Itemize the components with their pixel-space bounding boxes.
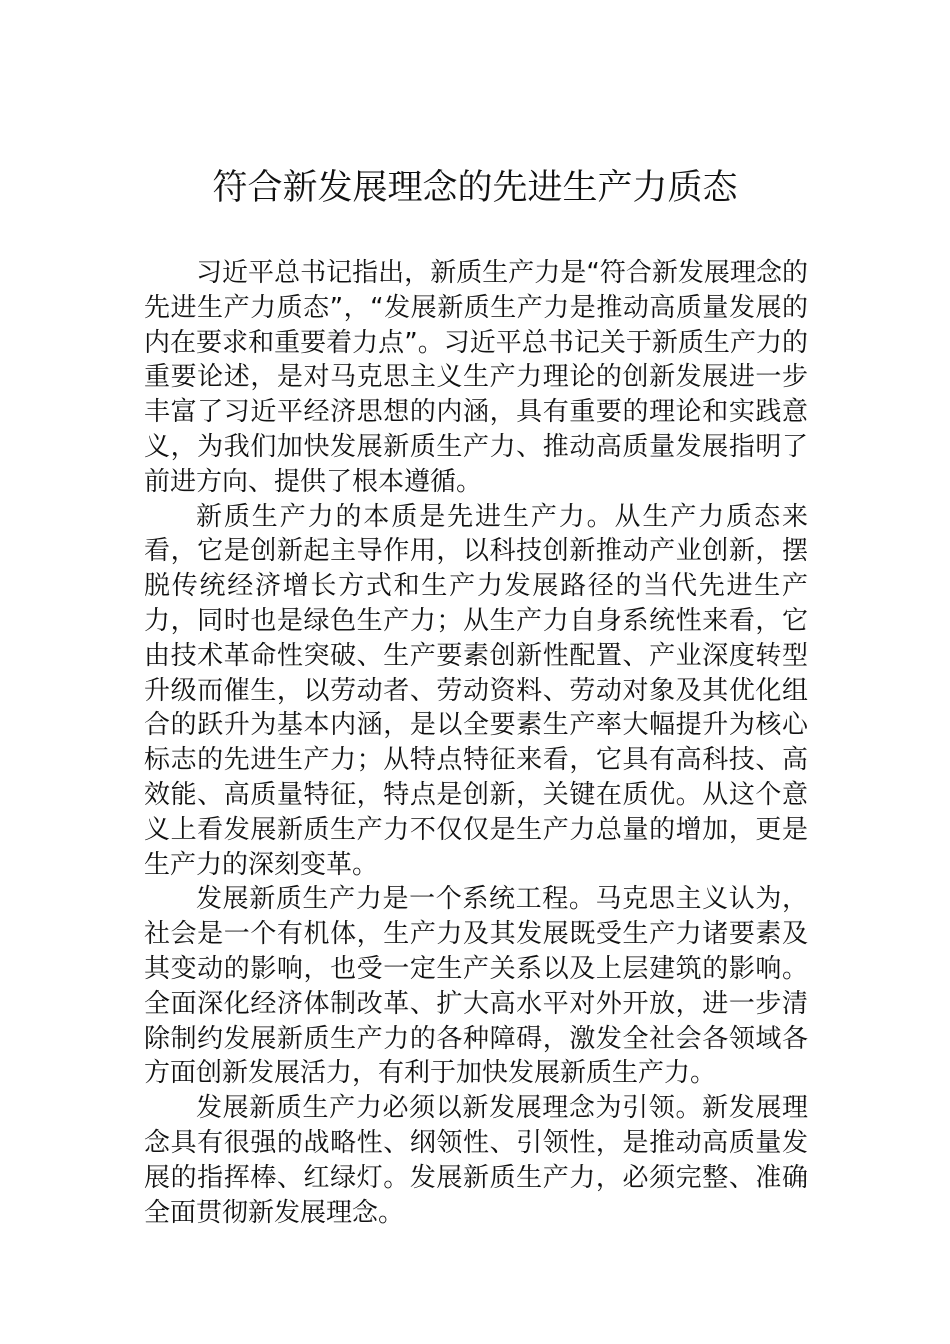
paragraph-4: 发展新质生产力必须以新发展理念为引领。新发展理念具有很强的战略性、纲领性、引领性，是推动高质量发展的指挥棒、红绿灯。发展新质生产力，必须完整、准确全面贯彻新发展理念。 bbox=[144, 1093, 808, 1228]
paragraph-2: 新质生产力的本质是先进生产力。从生产力质态来看，它是创新起主导作用，以科技创新推动产业创新，摆脱传统经济增长方式和生产力发展路径的当代先进生产力，同时也是绿色生产力；从生产力自身系统性来看，它由技术革命性突破、生产要素创新性配置、产业深度转型升级而催生，以劳动者、劳动资料、劳动对象及其优化组合的跃升为基本内涵，是以全要素生产率大幅提升为核心标志的先进生产力；从特点特征来看，它具有高科技、高效能、高质量特征，特点是创新，关键在质优。从这个意义上看发展新质生产力不仅仅是生产力总量的增加，更是生产力的深刻变革。 bbox=[144, 501, 808, 880]
paragraph-3: 发展新质生产力是一个系统工程。马克思主义认为，社会是一个有机体，生产力及其发展既受生产力诸要素及其变动的影响，也受一定生产关系以及上层建筑的影响。全面深化经济体制改革、扩大高水平对外开放，进一步清除制约发展新质生产力的各种障碍，激发全社会各领域各方面创新发展活力，有利于加快发展新质生产力。 bbox=[144, 884, 808, 1089]
document-title: 符合新发展理念的先进生产力质态 bbox=[212, 168, 738, 208]
paragraph-1: 习近平总书记指出，新质生产力是“符合新发展理念的先进生产力质态”，“发展新质生产力是推动高质量发展的内在要求和重要着力点”。习近平总书记关于新质生产力的重要论述，是对马克思主义生产力理论的创新发展进一步丰富了习近平经济思想的内涵，具有重要的理论和实践意义，为我们加快发展新质生产力、推动高质量发展指明了前进方向、提供了根本遵循。 bbox=[144, 258, 808, 497]
document-body bbox=[144, 256, 808, 1230]
